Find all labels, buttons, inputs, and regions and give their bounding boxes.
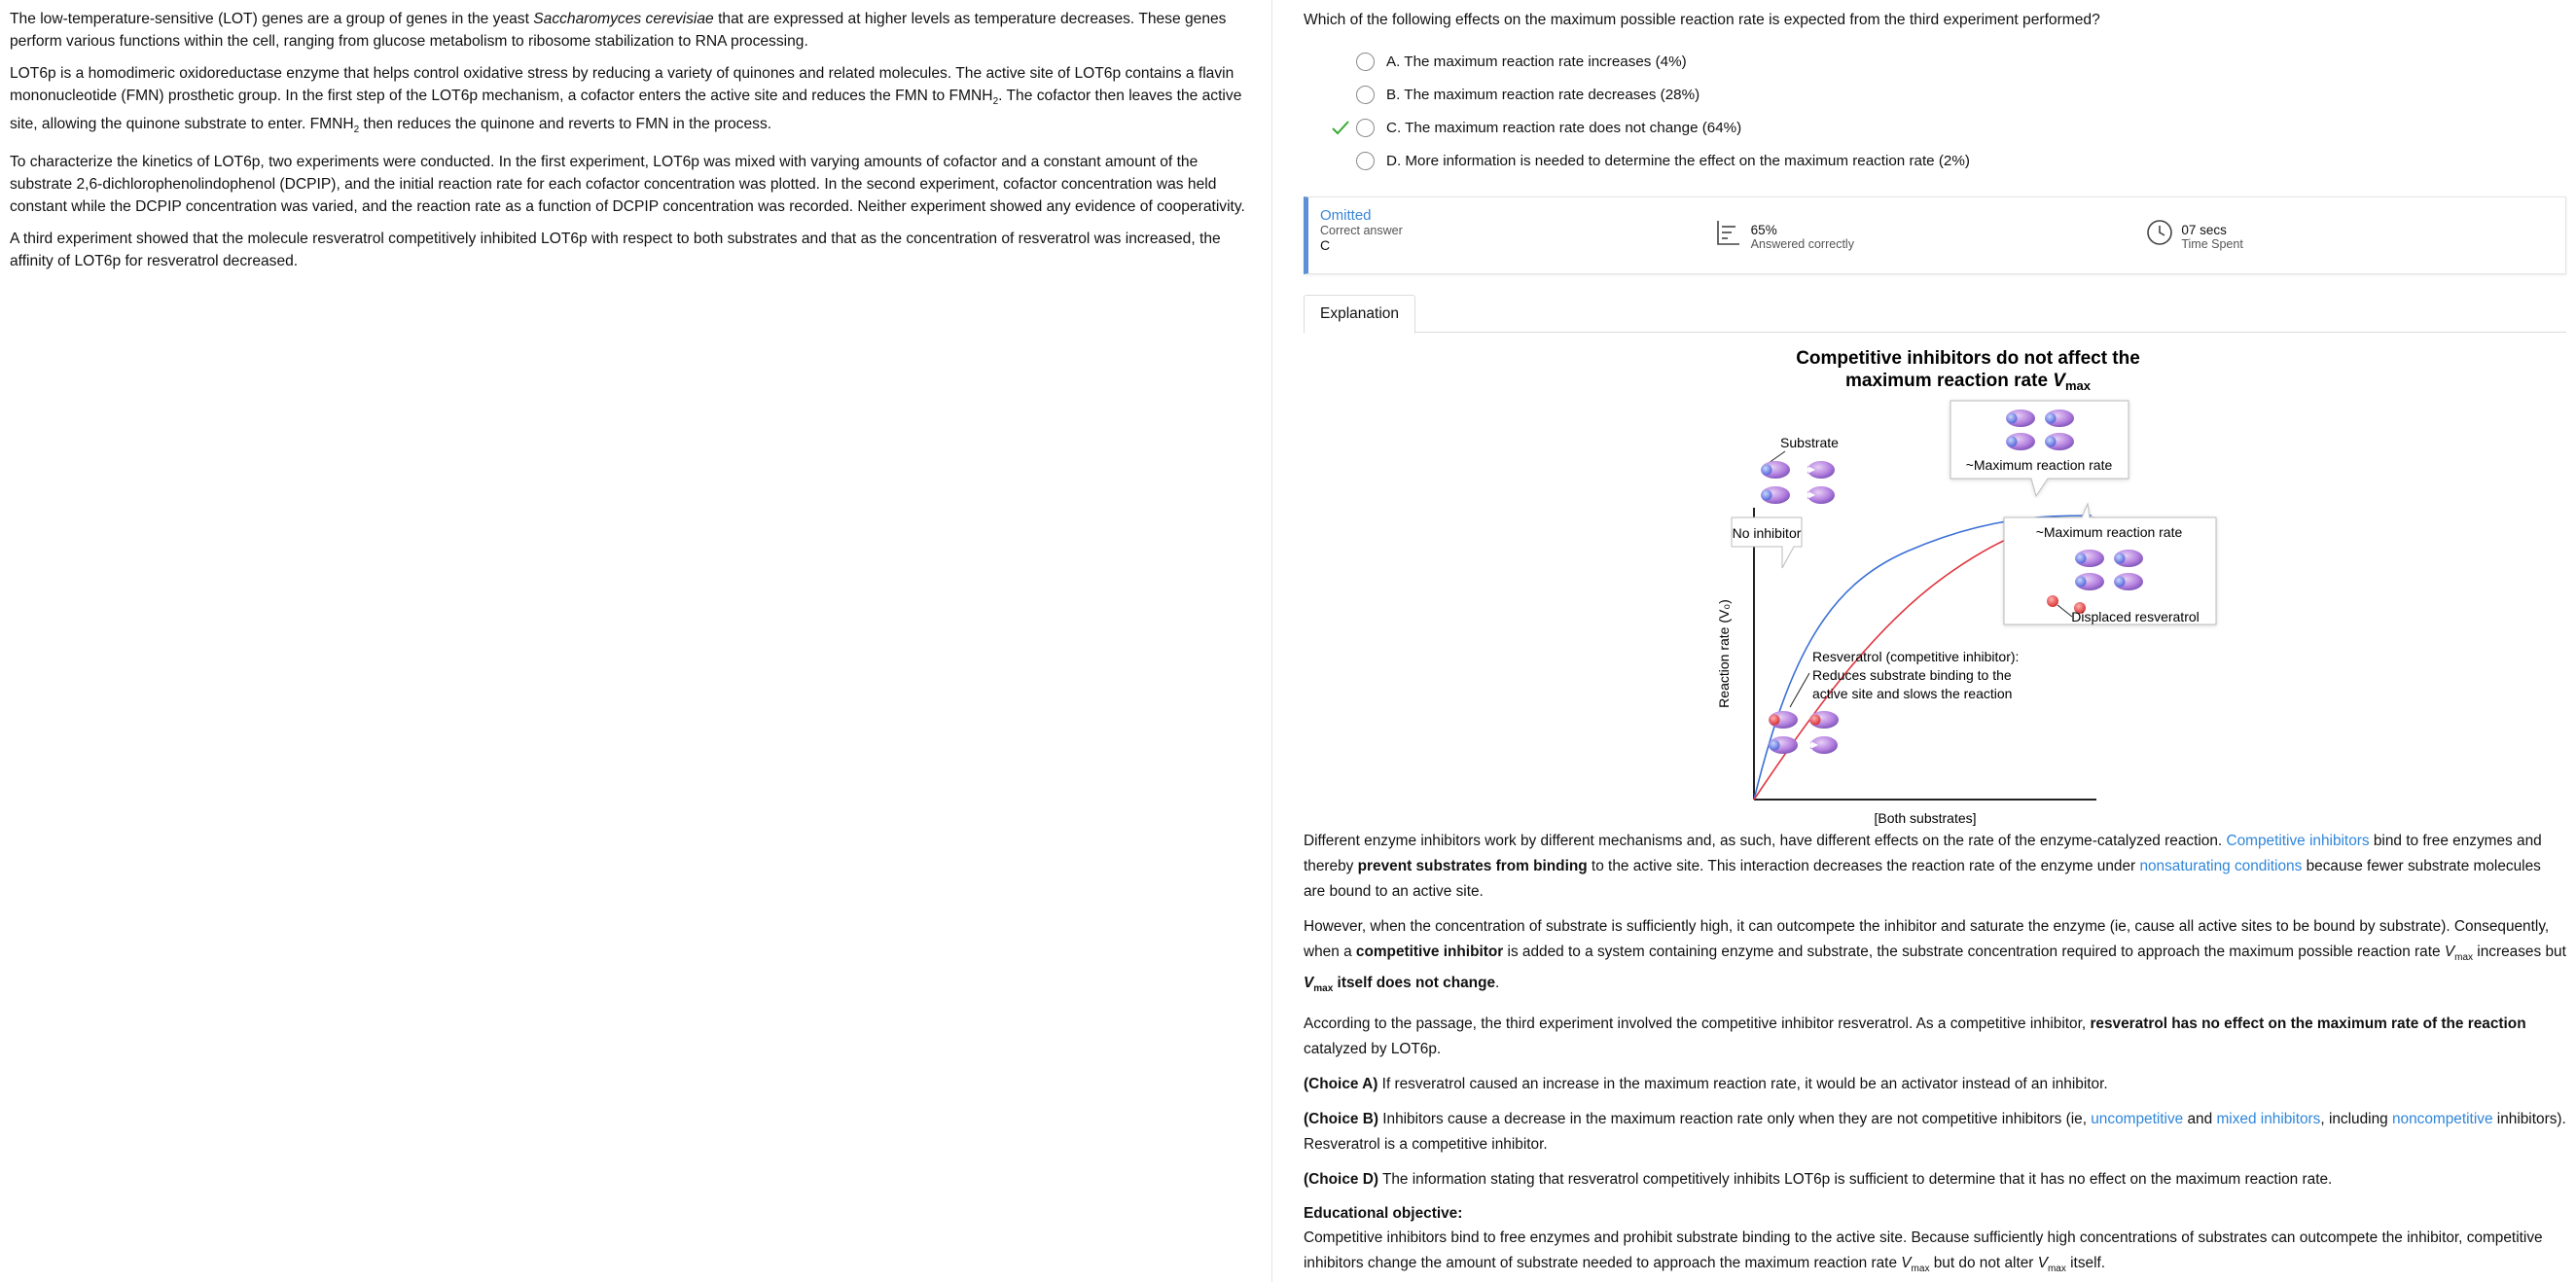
choice-b[interactable] bbox=[1304, 78, 2566, 111]
max-rate-callout-right bbox=[2004, 504, 2216, 624]
y-axis-label: Reaction rate (V₀) bbox=[1716, 599, 1732, 708]
resveratrol-label-1: Resveratrol (competitive inhibitor): bbox=[1812, 649, 2020, 664]
correct-answer-label: Correct answer bbox=[1320, 224, 1403, 237]
radio-button[interactable] bbox=[1356, 152, 1375, 170]
passage-paragraph-1: The low-temperature-sensitive (LOT) genes are a group of genes in the yeast Saccharomyces cerevisiae that are expressed at higher levels as temperature decreases. These genes perform various functions within the cell, ranging from glucose metabolism to ribosome stabilization to RNA processing. bbox=[10, 11, 1227, 50]
percent-correct bbox=[1704, 197, 2135, 273]
choice-a-explanation: (Choice A) If resveratrol caused an increase in the maximum reaction rate, it would be an activator instead of an inhibitor. bbox=[1304, 1076, 2108, 1093]
answer-status bbox=[1308, 197, 1704, 273]
question-stem: Which of the following effects on the maximum possible reaction rate is expected from the third experiment performed? bbox=[1304, 12, 2100, 28]
choice-d-explanation: (Choice D) The information stating that resveratrol competitively inhibits LOT6p is sufficient to determine that it has no effect on the maximum reaction rate. bbox=[1304, 1171, 2333, 1189]
choice-d[interactable] bbox=[1304, 144, 2566, 177]
explanation-body bbox=[1304, 829, 2566, 1282]
choice-b-explanation: (Choice B) Inhibitors cause a decrease in the maximum reaction rate only when they are not competitive inhibitors (ie, uncompetitive and mixed inhibitors, including noncompetitive inhibitors). Resveratrol is a competitive inhibitor. bbox=[1304, 1111, 2566, 1154]
passage-paragraph-3: To characterize the kinetics of LOT6p, two experiments were conducted. In the first experiment, LOT6p was mixed with varying amounts of cofactor and a constant amount of the substrate 2,6-dichlorophenolindophenol (DCPIP), and the initial reaction rate for each cofactor concentration was plotted. In the second experiment, cofactor concentration was held constant while the DCPIP concentration was varied, and the reaction rate as a function of DCPIP concentration was recorded. Neither experiment showed any evidence of cooperativity. bbox=[10, 154, 1245, 216]
x-axis-label: [Both substrates] bbox=[1874, 810, 1977, 826]
figure-title-line1: Competitive inhibitors do not affect the bbox=[1796, 348, 2140, 369]
svg-text:~Maximum reaction rate: ~Maximum reaction rate bbox=[1965, 457, 2113, 473]
link-nonsaturating-conditions[interactable]: nonsaturating conditions bbox=[2139, 858, 2303, 874]
educational-objective-title: Educational objective: bbox=[1304, 1205, 1463, 1223]
omitted-label: Omitted bbox=[1320, 207, 1372, 224]
passage-pane bbox=[0, 0, 1272, 1282]
competitive-inhibition-diagram bbox=[1304, 333, 2576, 829]
time-value: 07 secs bbox=[2181, 223, 2227, 237]
explanation-figure bbox=[1304, 333, 2576, 826]
resveratrol-label-3: active site and slows the reaction bbox=[1812, 686, 2013, 701]
correct-answer-value: C bbox=[1320, 237, 1331, 253]
max-rate-callout-top bbox=[1950, 401, 2129, 496]
svg-text:Displaced resveratrol: Displaced resveratrol bbox=[2071, 609, 2200, 624]
figure-title-line2: maximum reaction rate $V_{max}$ bbox=[1844, 371, 2092, 393]
link-uncompetitive[interactable]: uncompetitive bbox=[2091, 1111, 2184, 1128]
percent-label: Answered correctly bbox=[1750, 237, 1854, 251]
choice-label: C. The maximum reaction rate does not change (64%) bbox=[1386, 119, 1742, 136]
radio-button[interactable] bbox=[1356, 119, 1375, 137]
choice-a[interactable] bbox=[1304, 45, 2566, 78]
explanation-paragraph-3: According to the passage, the third experiment involved the competitive inhibitor resveratrol. As a competitive inhibitor, resveratrol has no effect on the maximum rate of the reaction catalyzed by LOT6p. bbox=[1304, 1015, 2526, 1058]
radio-button[interactable] bbox=[1356, 53, 1375, 71]
time-label: Time Spent bbox=[2181, 237, 2243, 251]
choice-label: B. The maximum reaction rate decreases (28%) bbox=[1386, 86, 1700, 103]
tab-explanation[interactable]: Explanation bbox=[1304, 295, 1415, 334]
choice-c[interactable] bbox=[1304, 111, 2566, 144]
link-mixed-inhibitors[interactable]: mixed inhibitors bbox=[2216, 1111, 2321, 1128]
clock-icon bbox=[2146, 219, 2173, 246]
answer-stats-panel bbox=[1304, 196, 2566, 274]
time-spent bbox=[2134, 197, 2565, 273]
bar-chart-icon bbox=[1716, 219, 1741, 246]
checkmark-icon bbox=[1331, 118, 1350, 137]
choice-label: A. The maximum reaction rate increases (4%) bbox=[1386, 53, 1687, 70]
substrate-label: Substrate bbox=[1780, 435, 1839, 450]
svg-text:~Maximum reaction rate: ~Maximum reaction rate bbox=[2035, 524, 2183, 540]
choice-label: D. More information is needed to determine the effect on the maximum reaction rate (2%) bbox=[1386, 152, 1970, 169]
question-pane bbox=[1274, 0, 2576, 1282]
tab-bar bbox=[1304, 294, 2566, 333]
svg-text:No inhibitor: No inhibitor bbox=[1732, 525, 1802, 541]
passage-paragraph-4: A third experiment showed that the molecule resveratrol competitively inhibited LOT6p with respect to both substrates and that as the concentration of resveratrol was increased, the affinity of LOT6p for resveratrol decreased. bbox=[10, 231, 1221, 270]
no-inhibitor-callout bbox=[1732, 517, 1802, 568]
link-noncompetitive[interactable]: noncompetitive bbox=[2391, 1111, 2493, 1128]
link-competitive-inhibitors[interactable]: Competitive inhibitors bbox=[2226, 833, 2370, 849]
radio-button[interactable] bbox=[1356, 86, 1375, 104]
resveratrol-label-2: Reduces substrate binding to the bbox=[1812, 667, 2012, 683]
passage-paragraph-2: LOT6p is a homodimeric oxidoreductase enzyme that helps control oxidative stress by reducing a variety of quinones and related molecules. The active site of LOT6p contains a flavin mononucleotide (FMN) prosthetic group. In the first step of the LOT6p mechanism, a cofactor enters the active site and reduces the FMN to $FMNH_2$. The cofactor then leaves the active site, allowing the quinone substrate to enter. $FMNH_2$ then reduces the quinone and reverts to FMN in the process. bbox=[10, 65, 1242, 136]
explanation-paragraph-2: However, when the concentration of substrate is sufficiently high, it can outcompete the inhibitor and saturate the enzyme (ie, cause all active sites to be bound by substrate). Consequently, when a competitive inhibitor is added to a system containing enzyme and substrate, the substrate concentration required to approach the maximum possible reaction rate $V_{max}$ increases but $V_{max}$ itself does not change. bbox=[1304, 918, 2566, 995]
explanation-paragraph-1: Different enzyme inhibitors work by different mechanisms and, as such, have different effects on the rate of the enzyme-catalyzed reaction. Competitive inhibitors bind to free enzymes and thereby prevent substrates from binding to the active site. This interaction decreases the reaction rate of the enzyme under nonsaturating conditions because fewer substrate molecules are bound to an active site. bbox=[1304, 833, 2542, 900]
educational-objective-text: Competitive inhibitors bind to free enzymes and prohibit substrate binding to the active site. Because sufficiently high concentrations of substrates can outcompete the inhibitor, competitive inhibitors change the amount of substrate needed to approach the maximum reaction rate $V_{max}$ but do not alter $V_{max}$ itself. bbox=[1304, 1229, 2543, 1275]
percent-value: 65% bbox=[1750, 223, 1777, 237]
